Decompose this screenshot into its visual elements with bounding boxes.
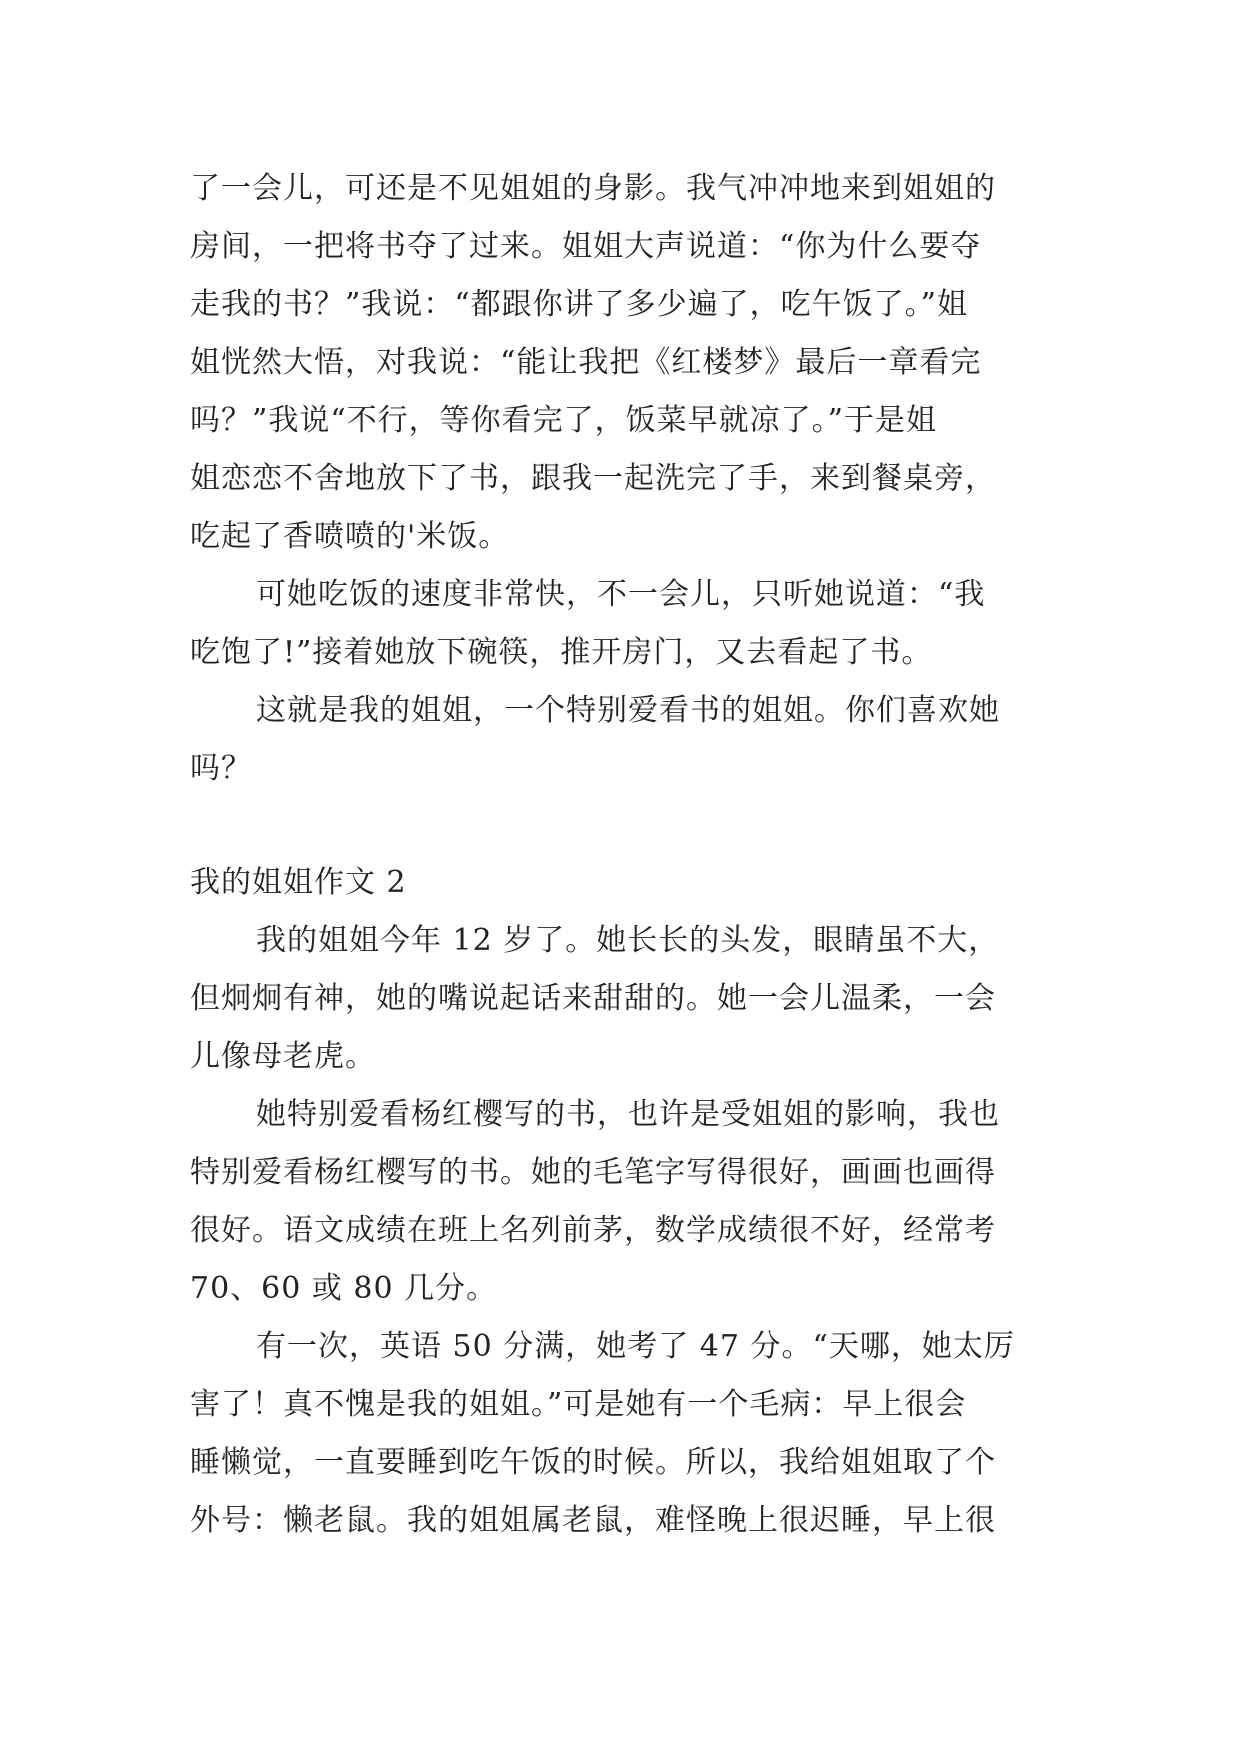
- text-line: 害了！真不愧是我的姐姐。”可是她有一个毛病：早上很会: [190, 1387, 967, 1422]
- text-line: 她特别爱看杨红樱写的书，也许是受姐姐的影响，我也: [256, 1097, 1000, 1132]
- text-line: 走我的书？”我说：“都跟你讲了多少遍了，吃午饭了。”姐: [190, 287, 969, 322]
- text-line: 吃起了香喷喷的'米饭。: [190, 519, 510, 554]
- essay-2-body: [190, 912, 1052, 1550]
- text-line: 儿像母老虎。: [190, 1039, 376, 1074]
- paragraph-3: [190, 682, 1052, 798]
- text-line: 特别爱看杨红樱写的书。她的毛笔字写得很好，画画也画得: [190, 1155, 996, 1190]
- text-line: 吗？: [190, 751, 252, 786]
- text-line: 外号：懒老鼠。我的姐姐属老鼠，难怪晚上很迟睡，早上很: [190, 1503, 996, 1538]
- text-line: 姐恍然大悟，对我说：“能让我把《红楼梦》最后一章看完: [190, 345, 982, 380]
- essay-heading: 我的姐姐作文 2: [190, 865, 407, 900]
- text-line: 有一次，英语 50 分满，她考了 47 分。“天哪，她太厉: [256, 1329, 1015, 1364]
- text-line: 这就是我的姐姐，一个特别爱看书的姐姐。你们喜欢她: [256, 693, 1000, 728]
- text-line: 睡懒觉，一直要睡到吃午饭的时候。所以，我给姐姐取了个: [190, 1445, 996, 1480]
- text-line: 70、60 或 80 几分。: [190, 1271, 498, 1306]
- text-line: 但炯炯有神，她的嘴说起话来甜甜的。她一会儿温柔，一会: [190, 981, 996, 1016]
- paragraph-1: [190, 160, 1052, 566]
- story-continuation: [190, 160, 1052, 798]
- paragraph-1: [190, 912, 1052, 1086]
- text-line: 了一会儿，可还是不见姐姐的身影。我气冲冲地来到姐姐的: [190, 171, 996, 206]
- paragraph-2: [190, 1086, 1052, 1318]
- paragraph-2: [190, 566, 1052, 682]
- text-line: 我的姐姐今年 12 岁了。她长长的头发，眼睛虽不大，: [256, 923, 1000, 958]
- text-line: 可她吃饭的速度非常快，不一会儿，只听她说道：“我: [256, 577, 986, 612]
- text-line: 姐恋恋不舍地放下了书，跟我一起洗完了手，来到餐桌旁，: [190, 461, 996, 496]
- text-line: 很好。语文成绩在班上名列前茅，数学成绩很不好，经常考: [190, 1213, 996, 1248]
- paragraph-3: [190, 1318, 1052, 1550]
- text-line: 房间，一把将书夺了过来。姐姐大声说道：“你为什么要夺: [190, 229, 982, 264]
- text-line: 吗？”我说“不行，等你看完了，饭菜早就凉了。”于是姐: [190, 403, 938, 438]
- text-line: 吃饱了!”接着她放下碗筷，推开房门，又去看起了书。: [190, 635, 933, 670]
